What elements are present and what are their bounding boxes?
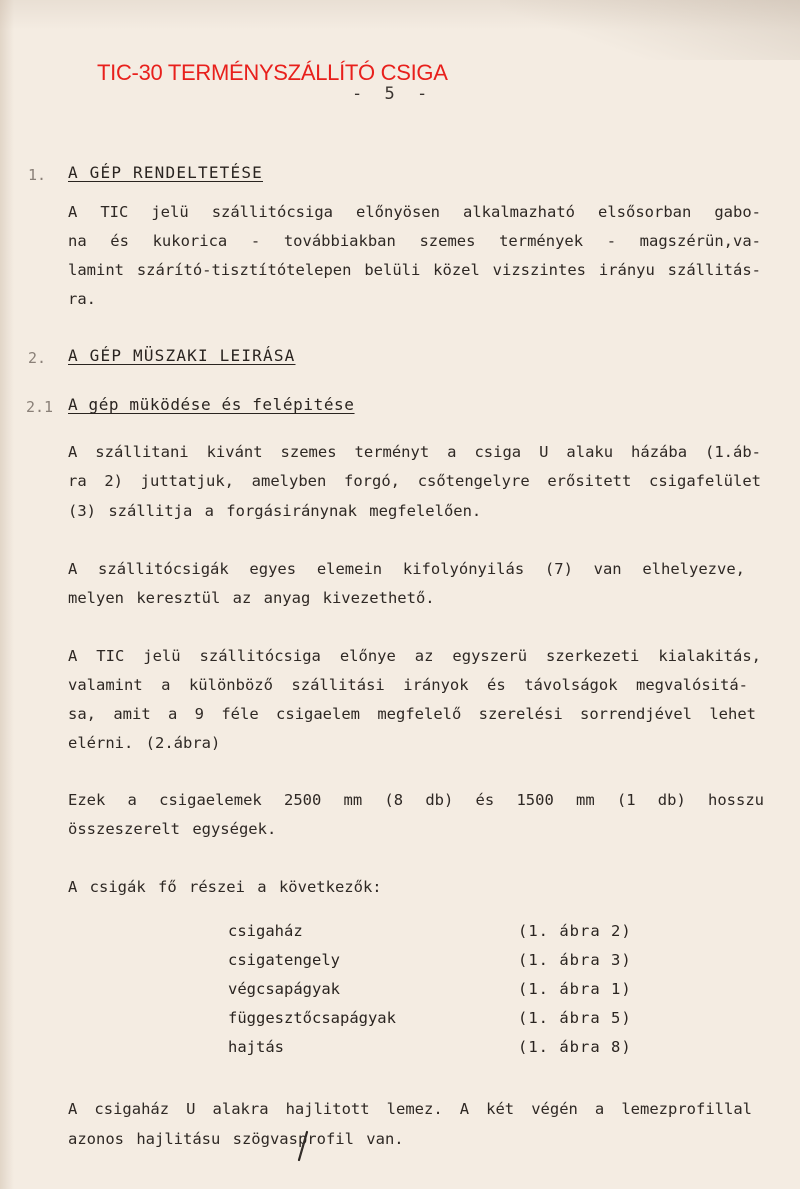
paragraph-line: melyen keresztül az anyag kivezethető. bbox=[68, 589, 435, 607]
part-figure-reference: (1. ábra 5) bbox=[518, 1009, 632, 1027]
parts-list-item bbox=[228, 1009, 648, 1033]
parts-list-item bbox=[228, 951, 648, 975]
paragraph-line: összeszerelt egységek. bbox=[68, 820, 277, 838]
section-1-line: A TIC jelü szállitócsiga előnyösen alkalmazható elsősorban gabo- bbox=[68, 203, 761, 221]
section-1-heading: A GÉP RENDELTETÉSE bbox=[68, 163, 263, 182]
pen-mark-icon bbox=[287, 1130, 317, 1162]
part-name: függesztőcsapágyak bbox=[228, 1009, 396, 1027]
paragraph-line: ra 2) juttatjuk, amelyben forgó, csőtengelyre erősitett csigafelület bbox=[68, 472, 761, 490]
part-name: csigaház bbox=[228, 922, 303, 940]
part-name: végcsapágyak bbox=[228, 980, 340, 998]
part-name: csigatengely bbox=[228, 951, 340, 969]
paragraph-line: A szállitani kivánt szemes terményt a csiga U alaku házába (1.áb- bbox=[68, 443, 761, 461]
section-1-line: na és kukorica - továbbiakban szemes termények - magszérün,va- bbox=[68, 232, 761, 250]
part-figure-reference: (1. ábra 2) bbox=[518, 922, 632, 940]
section-1-line: ra. bbox=[68, 290, 96, 308]
page-number: - 5 - bbox=[352, 84, 434, 104]
parts-list-item bbox=[228, 1038, 648, 1062]
part-figure-reference: (1. ábra 3) bbox=[518, 951, 632, 969]
paragraph-line: sa, amit a 9 féle csigaelem megfelelő szerelési sorrendjével lehet bbox=[68, 705, 756, 723]
part-figure-reference: (1. ábra 1) bbox=[518, 980, 632, 998]
paragraph-line: A csigaház U alakra hajlitott lemez. A két végén a lemezprofillal bbox=[68, 1100, 752, 1118]
paragraph-line: valamint a különböző szállitási irányok és távolságok megvalósitá- bbox=[68, 676, 748, 694]
part-figure-reference: (1. ábra 8) bbox=[518, 1038, 632, 1056]
section-2-number: 2. bbox=[28, 349, 47, 367]
paragraph-line: A csigák fő részei a következők: bbox=[68, 878, 382, 896]
page-corner-shadow bbox=[500, 0, 800, 60]
paragraph-line: elérni. (2.ábra) bbox=[68, 734, 221, 752]
section-2-1-number: 2.1 bbox=[26, 398, 54, 416]
paragraph-line: azonos hajlitásu szögvasprofil van. bbox=[68, 1130, 404, 1148]
parts-list-item bbox=[228, 922, 648, 946]
paragraph-line: A TIC jelü szállitócsiga előnye az egyszerü szerkezeti kialakitás, bbox=[68, 647, 761, 665]
paragraph-line: A szállitócsigák egyes elemein kifolyónyilás (7) van elhelyezve, bbox=[68, 560, 745, 578]
parts-list-item bbox=[228, 980, 648, 1004]
section-1-line: lamint szárító-tisztítótelepen belüli közel vizszintes irányu szállitás- bbox=[68, 261, 761, 279]
paragraph-line: (3) szállitja a forgásiránynak megfelelően. bbox=[68, 502, 482, 520]
section-2-1-heading: A gép müködése és felépitése bbox=[68, 395, 355, 414]
document-stamp-title: TIC-30 TERMÉNYSZÁLLÍTÓ CSIGA bbox=[97, 60, 448, 85]
section-2-heading: A GÉP MÜSZAKI LEIRÁSA bbox=[68, 346, 296, 365]
part-name: hajtás bbox=[228, 1038, 284, 1056]
section-1-number: 1. bbox=[28, 166, 47, 184]
paragraph-line: Ezek a csigaelemek 2500 mm (8 db) és 1500 mm (1 db) hosszu bbox=[68, 791, 764, 809]
